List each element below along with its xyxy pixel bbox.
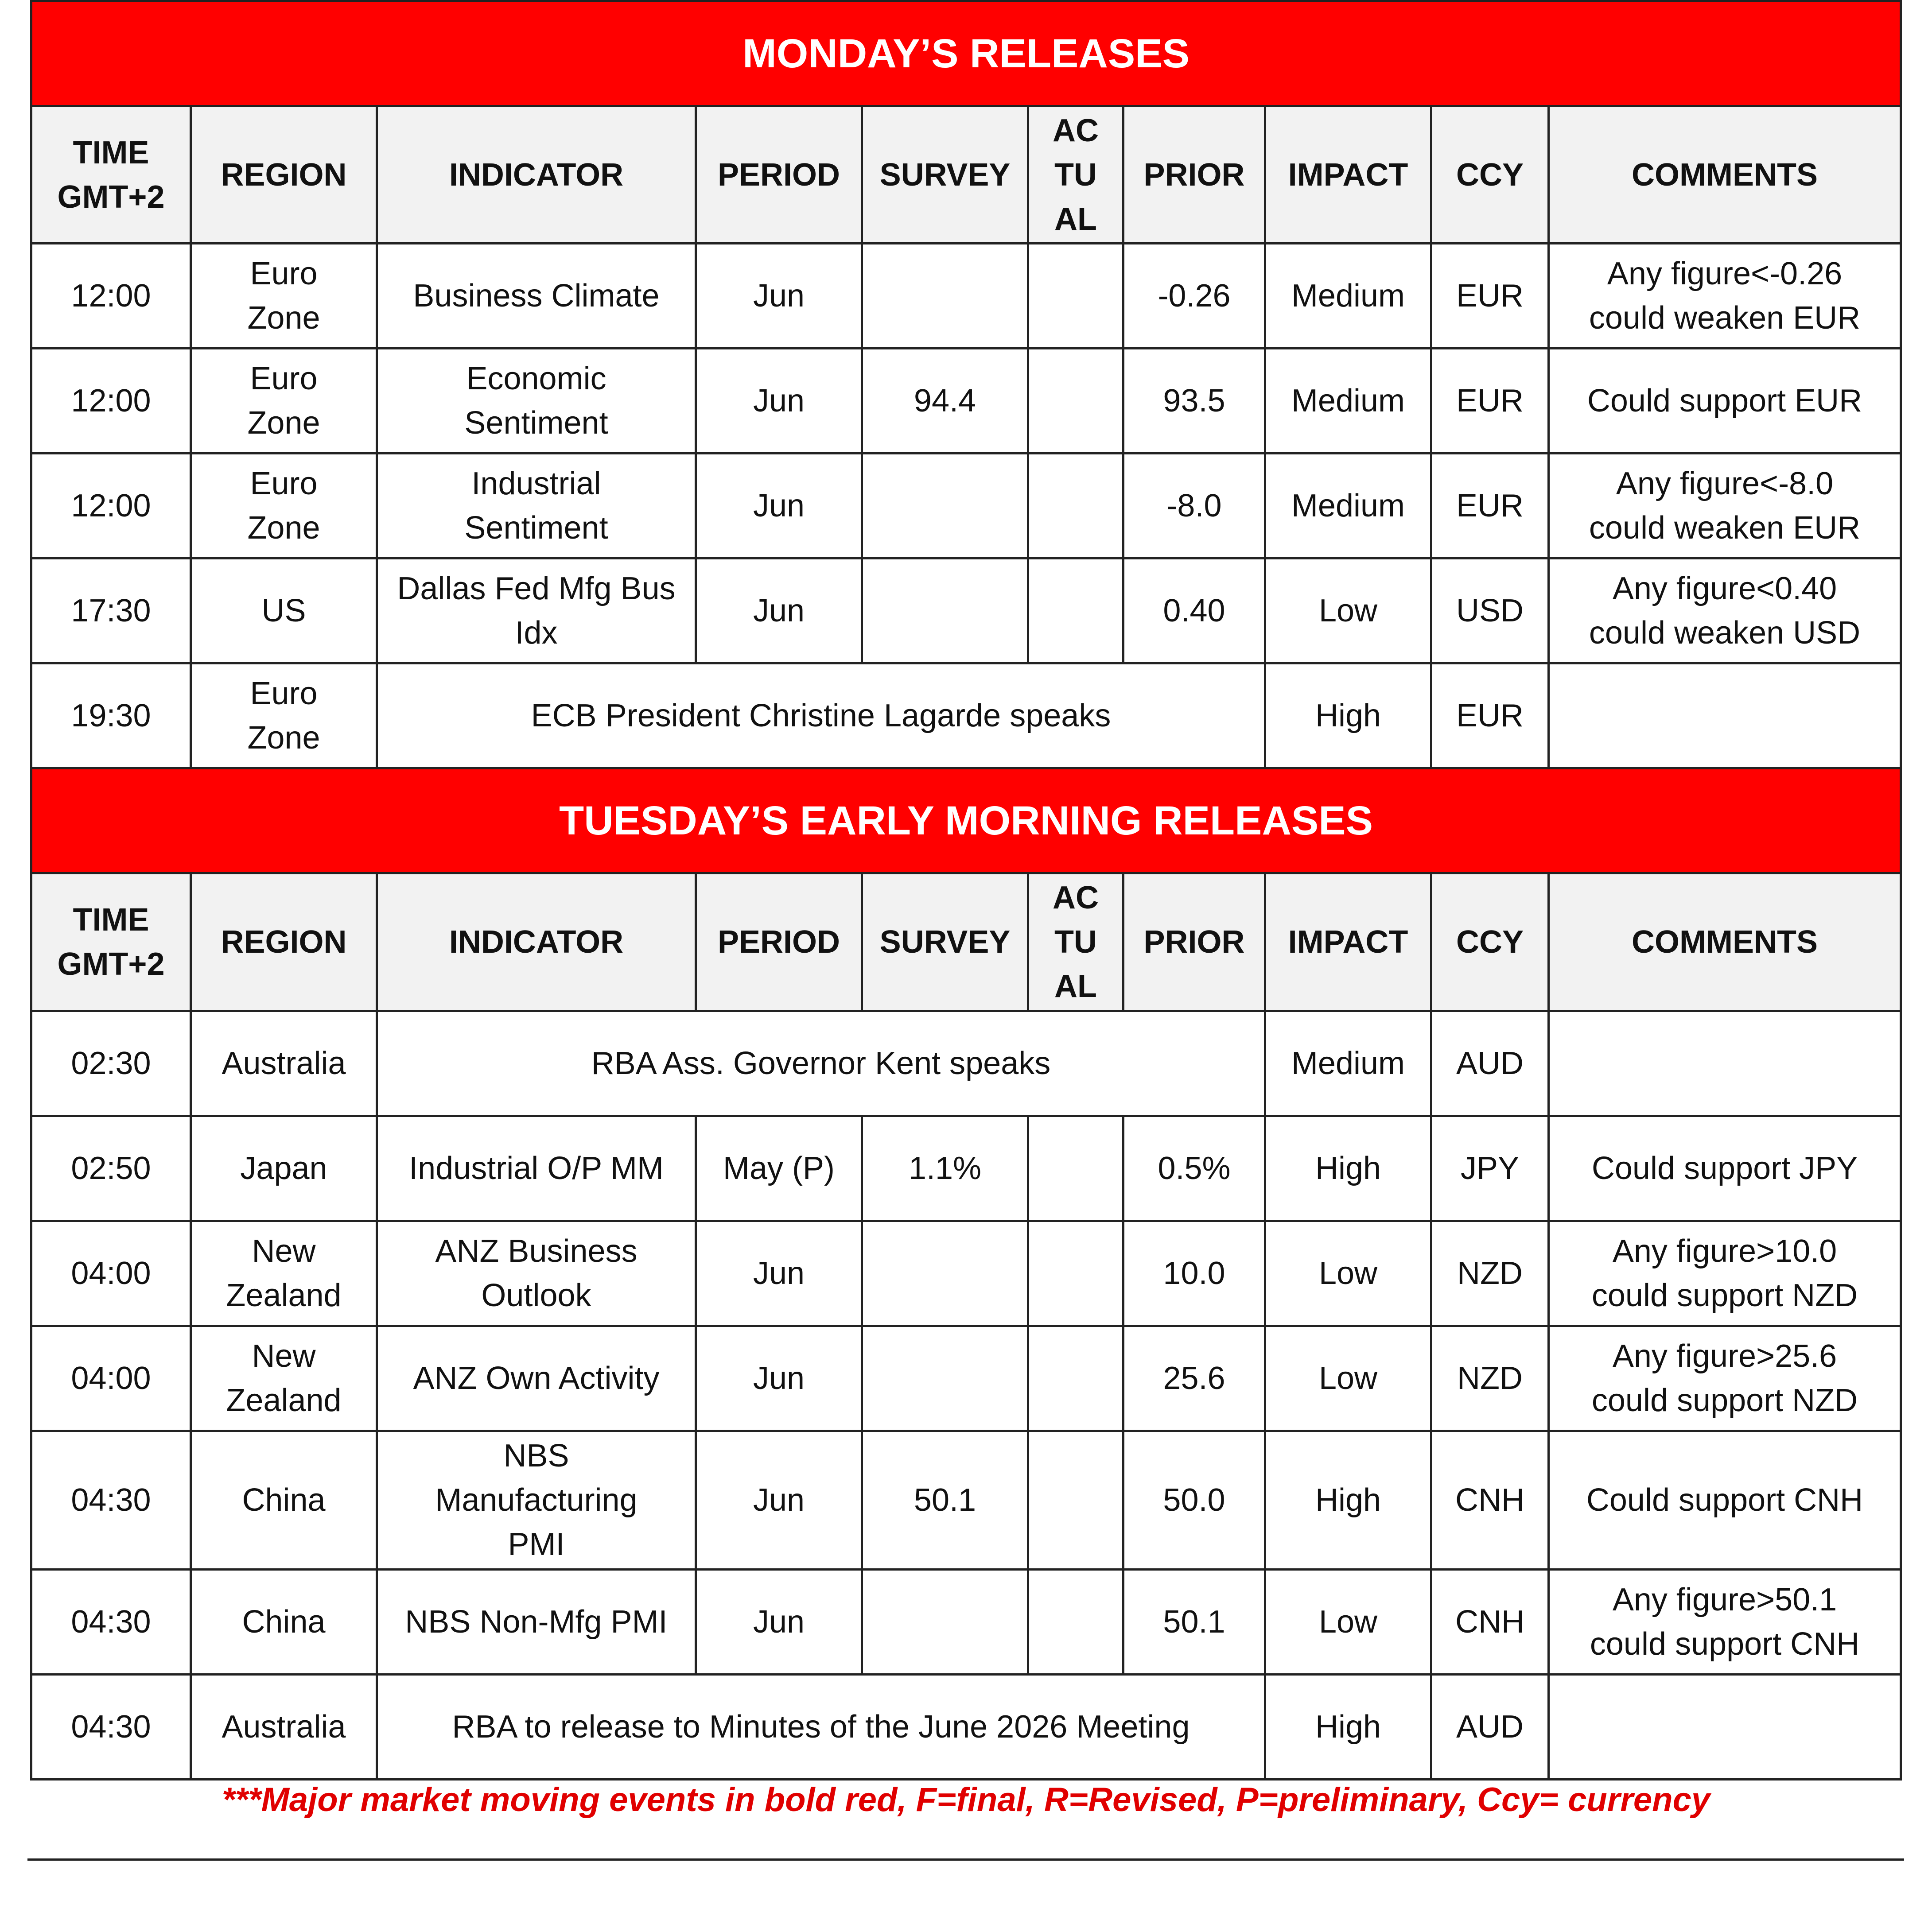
column-header-region: REGION xyxy=(191,106,377,244)
tuesday-header-row xyxy=(31,873,1901,1011)
cell-region: Euro Zone xyxy=(191,349,377,454)
cell-period: Jun xyxy=(696,349,862,454)
table-row xyxy=(31,1570,1901,1675)
cell-time: 04:00 xyxy=(31,1326,191,1431)
column-header-indicator: INDICATOR xyxy=(377,873,696,1011)
cell-indicator: NBS Non-Mfg PMI xyxy=(377,1570,696,1675)
column-header-ccy: CCY xyxy=(1431,873,1549,1011)
cell-ccy: EUR xyxy=(1431,244,1549,349)
cell-actual xyxy=(1028,1221,1123,1326)
cell-comments xyxy=(1549,663,1901,768)
table-row xyxy=(31,1221,1901,1326)
column-header-actual: AC TU AL xyxy=(1028,106,1123,244)
cell-actual xyxy=(1028,1431,1123,1570)
cell-region: Japan xyxy=(191,1116,377,1221)
table-row xyxy=(31,244,1901,349)
cell-actual xyxy=(1028,1326,1123,1431)
cell-prior: -8.0 xyxy=(1123,454,1265,559)
cell-ccy: NZD xyxy=(1431,1221,1549,1326)
column-header-ccy: CCY xyxy=(1431,106,1549,244)
table-row xyxy=(31,663,1901,768)
cell-comments: Any figure<-8.0 could weaken EUR xyxy=(1549,454,1901,559)
cell-time: 12:00 xyxy=(31,244,191,349)
cell-comments xyxy=(1549,1011,1901,1116)
cell-time: 04:30 xyxy=(31,1675,191,1780)
cell-ccy: JPY xyxy=(1431,1116,1549,1221)
cell-impact: Medium xyxy=(1265,1011,1431,1116)
column-header-period: PERIOD xyxy=(696,873,862,1011)
cell-ccy: CNH xyxy=(1431,1431,1549,1570)
cell-prior: 0.5% xyxy=(1123,1116,1265,1221)
cell-ccy: AUD xyxy=(1431,1675,1549,1780)
releases-table xyxy=(30,0,1902,1780)
cell-impact: Low xyxy=(1265,1326,1431,1431)
cell-time: 04:00 xyxy=(31,1221,191,1326)
column-header-comments: COMMENTS xyxy=(1549,873,1901,1011)
column-header-prior: PRIOR xyxy=(1123,873,1265,1011)
tuesday-banner-row xyxy=(31,768,1901,873)
cell-actual xyxy=(1028,454,1123,559)
cell-time: 17:30 xyxy=(31,559,191,663)
cell-actual xyxy=(1028,1570,1123,1675)
cell-ccy: EUR xyxy=(1431,454,1549,559)
cell-region: Euro Zone xyxy=(191,663,377,768)
column-header-time: TIME GMT+2 xyxy=(31,106,191,244)
cell-survey xyxy=(862,559,1028,663)
monday-banner-row xyxy=(31,1,1901,106)
cell-prior: 50.1 xyxy=(1123,1570,1265,1675)
cell-impact: Medium xyxy=(1265,244,1431,349)
cell-prior: -0.26 xyxy=(1123,244,1265,349)
cell-period: Jun xyxy=(696,1431,862,1570)
cell-survey xyxy=(862,454,1028,559)
cell-time: 04:30 xyxy=(31,1431,191,1570)
cell-time: 04:30 xyxy=(31,1570,191,1675)
cell-ccy: EUR xyxy=(1431,349,1549,454)
cell-comments: Any figure>50.1 could support CNH xyxy=(1549,1570,1901,1675)
table-row xyxy=(31,559,1901,663)
economic-calendar xyxy=(30,0,1900,1780)
cell-indicator: ANZ Own Activity xyxy=(377,1326,696,1431)
monday-header-row xyxy=(31,106,1901,244)
footnote: ***Major market moving events in bold red, F=final, R=Revised, P=preliminary, Ccy= currency xyxy=(222,1781,1710,1819)
cell-ccy: NZD xyxy=(1431,1326,1549,1431)
cell-region: China xyxy=(191,1570,377,1675)
cell-actual xyxy=(1028,349,1123,454)
cell-indicator: Economic Sentiment xyxy=(377,349,696,454)
cell-region: Euro Zone xyxy=(191,454,377,559)
cell-prior: 0.40 xyxy=(1123,559,1265,663)
column-header-region: REGION xyxy=(191,873,377,1011)
cell-event: ECB President Christine Lagarde speaks xyxy=(377,663,1265,768)
table-row xyxy=(31,1675,1901,1780)
column-header-impact: IMPACT xyxy=(1265,873,1431,1011)
column-header-survey: SURVEY xyxy=(862,873,1028,1011)
column-header-actual: AC TU AL xyxy=(1028,873,1123,1011)
section-banner: TUESDAY’S EARLY MORNING RELEASES xyxy=(31,768,1901,873)
cell-prior: 10.0 xyxy=(1123,1221,1265,1326)
cell-indicator: ANZ Business Outlook xyxy=(377,1221,696,1326)
cell-impact: Low xyxy=(1265,1570,1431,1675)
cell-prior: 50.0 xyxy=(1123,1431,1265,1570)
cell-survey xyxy=(862,1570,1028,1675)
cell-region: US xyxy=(191,559,377,663)
cell-indicator: Industrial Sentiment xyxy=(377,454,696,559)
cell-actual xyxy=(1028,1116,1123,1221)
cell-ccy: USD xyxy=(1431,559,1549,663)
column-header-impact: IMPACT xyxy=(1265,106,1431,244)
cell-survey: 94.4 xyxy=(862,349,1028,454)
cell-impact: Low xyxy=(1265,1221,1431,1326)
table-row xyxy=(31,1431,1901,1570)
table-row xyxy=(31,1326,1901,1431)
cell-comments: Any figure<-0.26 could weaken EUR xyxy=(1549,244,1901,349)
cell-survey: 50.1 xyxy=(862,1431,1028,1570)
column-header-comments: COMMENTS xyxy=(1549,106,1901,244)
cell-region: Australia xyxy=(191,1011,377,1116)
cell-period: May (P) xyxy=(696,1116,862,1221)
cell-comments: Could support JPY xyxy=(1549,1116,1901,1221)
cell-survey xyxy=(862,1221,1028,1326)
cell-time: 12:00 xyxy=(31,454,191,559)
cell-impact: High xyxy=(1265,1116,1431,1221)
cell-period: Jun xyxy=(696,1326,862,1431)
cell-prior: 93.5 xyxy=(1123,349,1265,454)
table-row xyxy=(31,1116,1901,1221)
cell-comments: Any figure>25.6 could support NZD xyxy=(1549,1326,1901,1431)
cell-period: Jun xyxy=(696,244,862,349)
cell-survey: 1.1% xyxy=(862,1116,1028,1221)
cell-region: New Zealand xyxy=(191,1221,377,1326)
cell-impact: High xyxy=(1265,1675,1431,1780)
cell-time: 12:00 xyxy=(31,349,191,454)
cell-indicator: Industrial O/P MM xyxy=(377,1116,696,1221)
cell-indicator: Business Climate xyxy=(377,244,696,349)
cell-region: Australia xyxy=(191,1675,377,1780)
cell-comments: Could support EUR xyxy=(1549,349,1901,454)
bottom-divider xyxy=(27,1858,1904,1861)
cell-period: Jun xyxy=(696,1221,862,1326)
cell-indicator: Dallas Fed Mfg Bus Idx xyxy=(377,559,696,663)
cell-period: Jun xyxy=(696,454,862,559)
cell-comments: Could support CNH xyxy=(1549,1431,1901,1570)
section-banner: MONDAY’S RELEASES xyxy=(31,1,1901,106)
cell-ccy: CNH xyxy=(1431,1570,1549,1675)
column-header-indicator: INDICATOR xyxy=(377,106,696,244)
cell-impact: Medium xyxy=(1265,454,1431,559)
cell-period: Jun xyxy=(696,1570,862,1675)
column-header-period: PERIOD xyxy=(696,106,862,244)
cell-event: RBA Ass. Governor Kent speaks xyxy=(377,1011,1265,1116)
cell-impact: High xyxy=(1265,663,1431,768)
column-header-survey: SURVEY xyxy=(862,106,1028,244)
cell-indicator: NBS Manufacturing PMI xyxy=(377,1431,696,1570)
cell-region: New Zealand xyxy=(191,1326,377,1431)
cell-survey xyxy=(862,244,1028,349)
cell-ccy: AUD xyxy=(1431,1011,1549,1116)
cell-impact: Medium xyxy=(1265,349,1431,454)
cell-period: Jun xyxy=(696,559,862,663)
cell-impact: Low xyxy=(1265,559,1431,663)
cell-region: Euro Zone xyxy=(191,244,377,349)
cell-time: 02:30 xyxy=(31,1011,191,1116)
cell-time: 02:50 xyxy=(31,1116,191,1221)
cell-actual xyxy=(1028,559,1123,663)
cell-prior: 25.6 xyxy=(1123,1326,1265,1431)
table-row xyxy=(31,454,1901,559)
cell-time: 19:30 xyxy=(31,663,191,768)
cell-event: RBA to release to Minutes of the June 2026 Meeting xyxy=(377,1675,1265,1780)
column-header-prior: PRIOR xyxy=(1123,106,1265,244)
table-row xyxy=(31,1011,1901,1116)
cell-ccy: EUR xyxy=(1431,663,1549,768)
cell-comments xyxy=(1549,1675,1901,1780)
cell-survey xyxy=(862,1326,1028,1431)
cell-actual xyxy=(1028,244,1123,349)
cell-comments: Any figure<0.40 could weaken USD xyxy=(1549,559,1901,663)
cell-region: China xyxy=(191,1431,377,1570)
table-row xyxy=(31,349,1901,454)
cell-impact: High xyxy=(1265,1431,1431,1570)
cell-comments: Any figure>10.0 could support NZD xyxy=(1549,1221,1901,1326)
column-header-time: TIME GMT+2 xyxy=(31,873,191,1011)
